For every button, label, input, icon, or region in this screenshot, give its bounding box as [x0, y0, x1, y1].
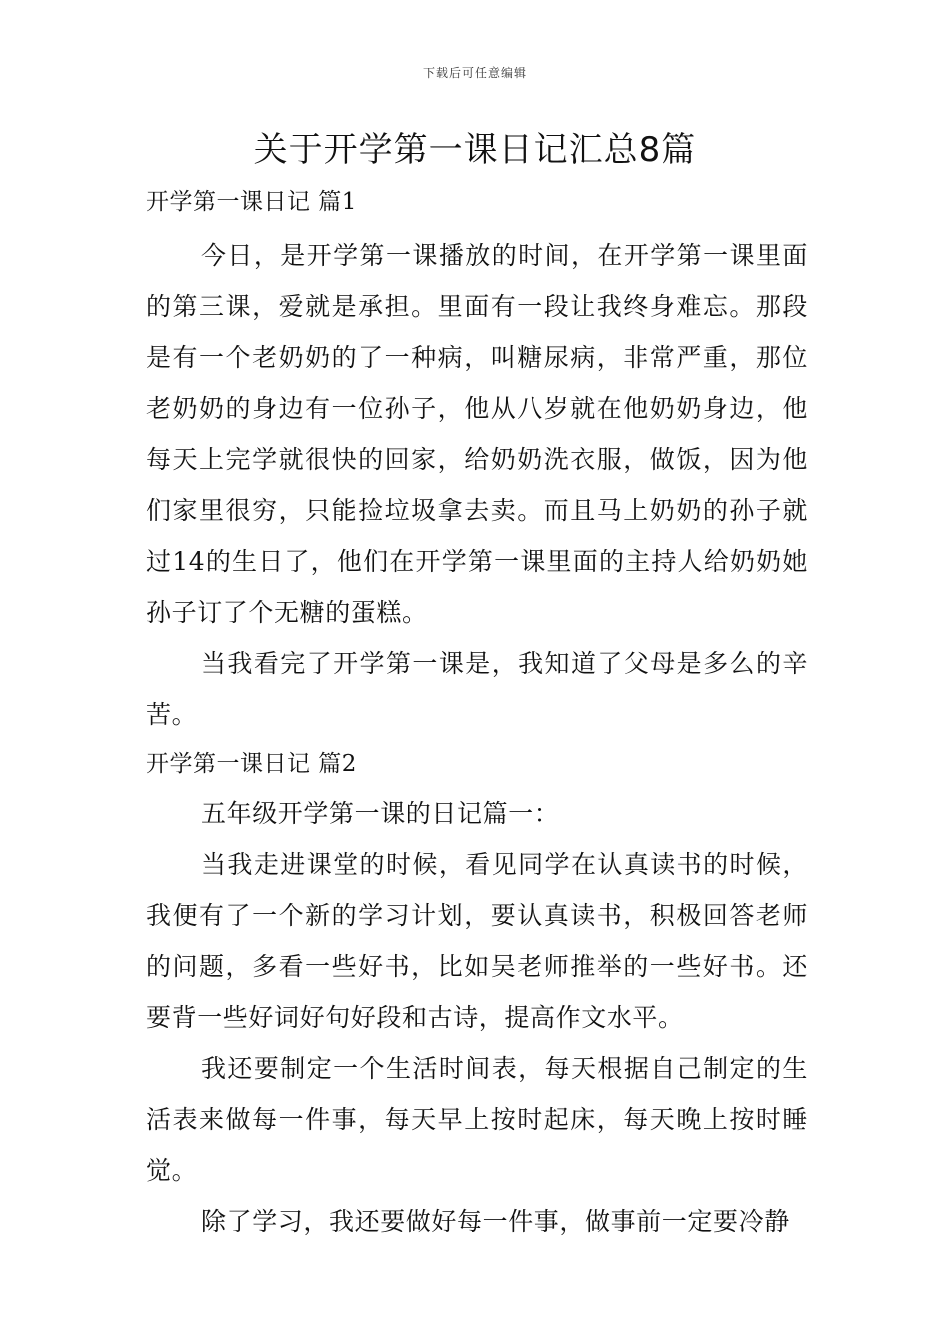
paragraph: 除了学习，我还要做好每一件事，做事前一定要冷静 [201, 1207, 790, 1236]
section-heading-1: 开学第一课日记 篇1 [146, 189, 357, 215]
document-title: 关于开学第一课日记汇总8篇 [253, 130, 697, 170]
paragraph: 当我走进课堂的时候，看见同学在认真读书的时候，我便有了一个新的学习计划，要认真读书，积极回答老师的问题，多看一些好书，比如吴老师推举的一些好书。还要背一些好词好句好段和古诗，提高作文水平。 [146, 850, 808, 1032]
paragraph: 五年级开学第一课的日记篇一： [201, 799, 560, 828]
paragraph: 今日，是开学第一课播放的时间，在开学第一课里面的第三课，爱就是承担。里面有一段让我终身难忘。那段是有一个老奶奶的了一种病，叫糖尿病，非常严重，那位老奶奶的身边有一位孙子，他从八岁就在他奶奶身边，他每天上完学就很快的回家，给奶奶洗衣服，做饭，因为他们家里很穷，只能捡垃圾拿去卖。而且马上奶奶的孙子就过14的生日了，他们在开学第一课里面的主持人给奶奶她孙子订了个无糖的蛋糕。 [146, 241, 808, 627]
paragraph: 当我看完了开学第一课是，我知道了父母是多么的辛苦。 [146, 649, 808, 729]
section-heading-2: 开学第一课日记 篇2 [146, 751, 357, 777]
paragraph: 我还要制定一个生活时间表，每天根据自己制定的生活表来做每一件事，每天早上按时起床，每天晚上按时睡觉。 [146, 1054, 808, 1185]
document-body [146, 178, 808, 1247]
header-note: 下载后可任意编辑 [422, 66, 527, 80]
